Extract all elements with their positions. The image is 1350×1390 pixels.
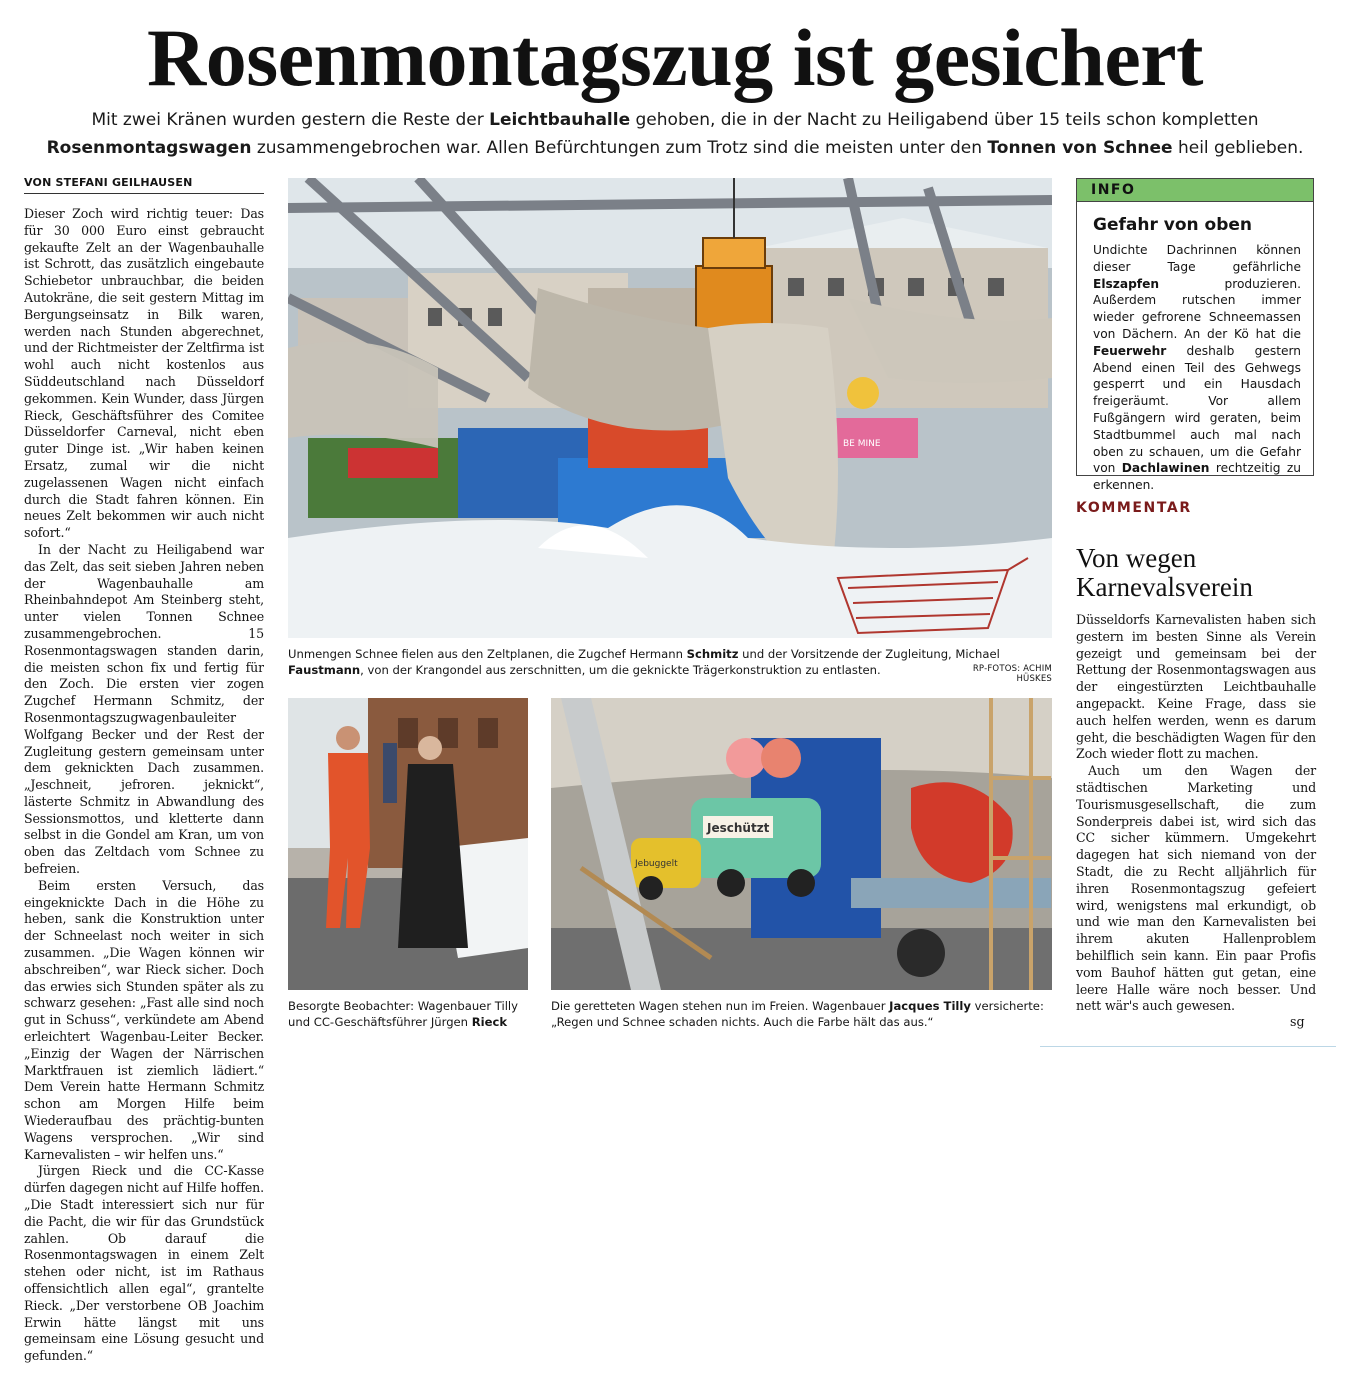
info-text-segment: Feuerwehr	[1093, 343, 1167, 358]
subhead-segment: heil geblieben.	[1172, 138, 1304, 158]
article-paragraph: Beim ersten Versuch, das eingeknickte Dach in die Höhe zu heben, sank die Konstruktion unter der Schneelast noch weiter in sich zusammen. „Die Wagen können wir abschreiben“, war Rieck sicher. Doch das erwies sich Stunden später als zu schwarz gesehen: „Fast alle sind noch gut in Schuss“, verkündete am Abend erleichtert Wagenbau-Leiter Becker. „Einzig der Wagen der Närrischen Marktfrauen ist ziemlich lädiert.“ Dem Verein hatte Hermann Schmitz schon am Morgen Hilfe beim Wiederaufbau des prächtig-bunten Wagens versprochen. „Wir sind Karnevalisten – wir helfen uns.“	[24, 877, 264, 1162]
kommentar-title: Von wegen Karnevalsverein	[1076, 543, 1253, 602]
photo-rescued-wagons-graphic	[551, 698, 1052, 990]
photo-sign-text: BE MINE	[843, 439, 881, 449]
caption-right-segment: versicherte: „Regen und Schnee schaden nichts. Auch die Farbe hält das aus.“	[551, 999, 1044, 1029]
info-text-segment: Elszapfen	[1093, 276, 1160, 291]
bottom-rule	[1040, 1046, 1336, 1047]
photo-car-sign-2: Jebuggelt	[635, 859, 678, 869]
info-text-segment: rechtzeitig zu erkennen.	[1093, 461, 1301, 493]
caption-main-segment: und der Vorsitzende der Zugleitung, Michael	[738, 647, 1000, 661]
photo-collapsed-tent	[288, 178, 1052, 638]
article-paragraph: Jürgen Rieck und die CC-Kasse dürfen dagegen nicht auf Hilfe hoffen. „Die Stadt interessiert sich nur für die Pacht, die wir für das Grundstück zahlen. Ob darauf die Rosenmontagswagen in einem Zelt stehen oder nicht, ist im Rathaus offensichtlich allen egal“, grantelte Rieck. „Der verstorbene OB Joachim Erwin hätte längst mit uns gemeinsam eine Lösung gesucht und gefunden.“	[24, 1163, 264, 1364]
subhead-segment: Leichtbauhalle	[489, 110, 631, 130]
photo-collapsed-tent-graphic	[288, 178, 1052, 638]
subhead-segment: zusammengebrochen war. Allen Befürchtungen zum Trotz sind die meisten unter den	[251, 138, 988, 158]
subhead	[40, 106, 1310, 162]
subhead-segment: Rosenmontagswagen	[46, 138, 252, 158]
kommentar-paragraph: Düsseldorfs Karnevalisten haben sich gestern im besten Sinne als Verein gezeigt und gemeinsam bei der Rettung der Rosenmontagswagen aus der eingestürzten Leichtbauhalle angepackt. Keine Frage, dass sie auch helfen werden, wenn es darum geht, die beschädigten Wagen für den Zoch wieder flott zu machen.	[1076, 612, 1316, 762]
caption-right-segment: Die geretteten Wagen stehen nun im Freien. Wagenbauer	[551, 999, 890, 1013]
info-text	[1093, 242, 1301, 494]
info-text-segment: deshalb gestern Abend einen Teil des Gehwegs gesperrt und ein Hausdach freigeräumt. Vor allem Fußgängern wird geraten, beim Stadtbummel auch mal nach oben zu schauen, um die Gefahr von	[1093, 343, 1301, 476]
byline: VON STEFANI GEILHAUSEN	[24, 176, 264, 194]
info-text-segment: Undichte Dachrinnen können dieser Tage gefährliche	[1093, 243, 1301, 274]
kommentar-signature: sg	[1290, 1014, 1305, 1029]
kommentar-text	[1076, 612, 1316, 1015]
info-text-segment: Dachlawinen	[1121, 461, 1210, 476]
photo-car-sign: Jeschützt	[707, 821, 770, 835]
subhead-segment: gehoben, die in der Nacht zu Heiligabend über 15 teils schon kompletten	[630, 110, 1259, 130]
caption-main-segment: Faustmann	[288, 663, 361, 677]
article-body	[24, 206, 264, 1386]
photo-credit: RP-FOTOS: ACHIM HÜSKES	[972, 664, 1052, 684]
caption-main-segment: Unmengen Schnee fielen aus den Zeltplanen, die Zugchef Hermann	[288, 647, 687, 661]
kommentar-tag: KOMMENTAR	[1076, 500, 1192, 516]
caption-right-segment: Jacques Tilly	[889, 999, 971, 1013]
caption-left-photo	[288, 998, 533, 1030]
subhead-segment: Mit zwei Kränen wurden gestern die Reste der	[91, 110, 490, 130]
headline: Rosenmontagszug ist gesichert	[147, 12, 1203, 103]
info-text-segment: produzieren. Außerdem rutschen immer wieder gefrorene Schneemassen von Dächern. An der Kö hat die	[1093, 276, 1301, 341]
photo-rescued-wagons	[551, 698, 1052, 990]
info-box	[1076, 178, 1314, 493]
caption-right-photo	[551, 998, 1052, 1030]
photo-observers	[288, 698, 528, 990]
info-tag: INFO	[1077, 179, 1313, 202]
photo-observers-graphic	[288, 698, 528, 990]
subhead-segment: Tonnen von Schnee	[987, 138, 1173, 158]
caption-left-segment: Besorgte Beobachter: Wagenbauer Tilly und CC-Geschäftsführer Jürgen	[288, 999, 519, 1029]
caption-main-segment: , von der Krangondel aus zerschnitten, um die geknickte Trägerkonstruktion zu entlasten.	[360, 663, 881, 677]
caption-left-segment: Rieck	[471, 1015, 508, 1029]
article-paragraph: Dieser Zoch wird richtig teuer: Das für 30 000 Euro einst gebraucht gekaufte Zelt an der Wagenbauhalle ist Schrott, das zusätzlich eingebaute Schiebetor unbrauchbar, die beiden Autokräne, die seit gestern Mittag im Bergungseinsatz in Bilk waren, werden nach Stunden abgerechnet, und der Richtmeister der Zeltfirma ist wohl auch nicht kostenlos aus Süddeutschland nach Düsseldorf gekommen. Kein Wunder, dass Jürgen Rieck, Geschäftsführer des Comitee Düsseldorfer Carneval, nicht eben guter Dinge ist. „Wir haben keinen Ersatz, zumal wir die nicht zugelassenen Wagen nicht einfach durch die Stadt fahren können. Ein neues Zelt bekommen wir auch nicht sofort.“	[24, 206, 264, 541]
info-title: Gefahr von oben	[1093, 215, 1253, 235]
article-paragraph: In der Nacht zu Heiligabend war das Zelt, das seit sieben Jahren neben der Wagenbauhalle am Rheinbahndepot Am Steinberg steht, unter vielen Tonnen Schnee zusammengebrochen. 15 Rosenmontagswagen standen darin, die meisten schon fix und fertig für den Zoch. Die ersten vier zogen Zugchef Hermann Schmitz, der Rosenmontagszugwagenbauleiter Wolfgang Becker und der Rest der Zugleitung gestern gemeinsam unter dem geknickten Dach zusammen. „Jeschneit, jefroren. jeknickt“, lästerte Schmitz in Abwandlung des Sessionsmottos, und kletterte dann selbst in die Gondel am Kran, um von oben das Zeltdach vom Schnee zu befreien.	[24, 541, 264, 877]
kommentar-paragraph: Auch um den Wagen der städtischen Marketing und Tourismusgesellschaft, die zum Sonderpreis dabei ist, wird sich das CC sicher kümmern. Umgekehrt dagegen hat sich niemand von der Stadt, die zu Recht alljährlich für ihren Rosenmontagszug gefeiert wird, wenigstens mal erkundigt, ob und wie man den Karnevalisten bei ihrem akuten Hallenproblem behilflich sein kann. Ein paar Profis vom Bauhof hätten gut getan, eine leere Halle wäre noch besser. Und nett wär's auch gewesen.	[1076, 763, 1316, 1014]
caption-main-segment: Schmitz	[686, 647, 739, 661]
